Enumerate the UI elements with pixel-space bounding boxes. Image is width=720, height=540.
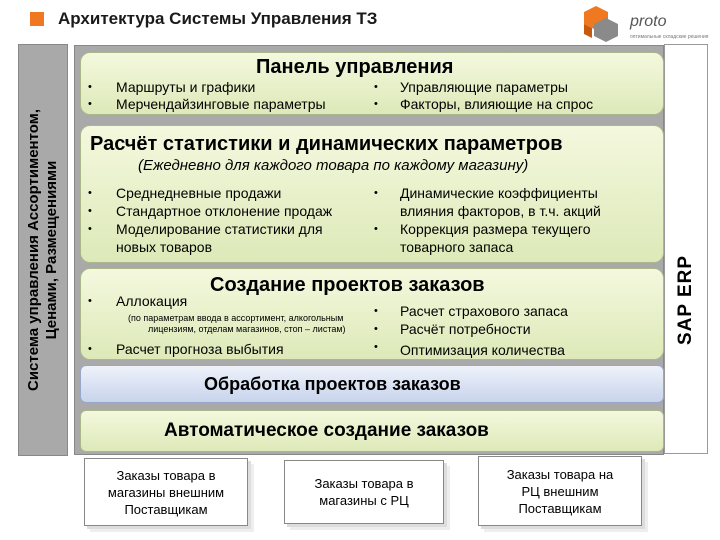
doc-line: РЦ внешним — [521, 483, 599, 499]
control-panel-title: Панель управления — [256, 56, 454, 78]
stats-left-item-1: Среднедневные продажи — [116, 185, 282, 201]
doc-line: магазины с РЦ — [319, 493, 409, 508]
doc-line: Поставщикам — [124, 501, 208, 517]
orders-right-item-2: Расчёт потребности — [400, 321, 531, 337]
bullet-icon: • — [374, 305, 378, 317]
sap-erp-label: SAP ERP — [675, 254, 696, 346]
bullet-icon: • — [88, 98, 92, 110]
stats-left-item-2: Стандартное отклонение продаж — [116, 203, 333, 219]
doc-dc-external-suppliers — [478, 456, 642, 526]
allocation-note-2: лицензиям, отделам магазинов, стоп – листам) — [148, 324, 346, 334]
order-projects-title: Создание проектов заказов — [210, 274, 485, 296]
page-title: Архитектура Системы Управления ТЗ — [58, 9, 378, 28]
processing-title: Обработка проектов заказов — [204, 374, 461, 394]
bullet-icon: • — [88, 295, 92, 307]
bullet-icon: • — [374, 187, 378, 199]
panel-left-item-2: Мерчендайзинговые параметры — [116, 96, 326, 112]
bullet-icon: • — [374, 323, 378, 335]
logo-icon — [578, 2, 710, 48]
title-bullet-square — [30, 12, 44, 26]
orders-right-item-1: Расчет страхового запаса — [400, 303, 568, 319]
bullet-icon: • — [374, 81, 378, 93]
statistics-subtitle: (Ежедневно для каждого товара по каждому магазину) — [138, 157, 529, 174]
doc-store-dc — [284, 460, 444, 524]
stats-right-item-1-cont: влияния факторов, в т.ч. акций — [400, 203, 601, 219]
left-system-label — [25, 50, 61, 450]
panel-left-item-1: Маршруты и графики — [116, 79, 256, 95]
bullet-icon: • — [88, 205, 92, 217]
panel-right-item-2: Факторы, влияющие на спрос — [400, 96, 594, 112]
logo-tagline: оптимальные складские решения — [630, 34, 709, 40]
company-logo — [578, 2, 710, 48]
panel-right-item-1: Управляющие параметры — [400, 79, 568, 95]
doc-line: Заказы товара в — [116, 467, 216, 483]
doc-line: Заказы товара на — [506, 466, 614, 482]
doc-line: Заказы товара в — [314, 476, 414, 491]
stats-left-item-3-cont: новых товаров — [116, 239, 213, 255]
bullet-icon: • — [374, 223, 378, 235]
doc-store-external-suppliers — [84, 458, 248, 526]
bullet-icon: • — [88, 81, 92, 93]
bullet-icon: • — [374, 341, 378, 353]
left-system-label-line2: Ценами, Размещениями — [43, 160, 60, 340]
allocation-note-1: (по параметрам ввода в ассортимент, алкогольным — [128, 313, 344, 323]
left-system-label-line1: Система управления Ассортиментом, — [25, 109, 42, 391]
forecast-item: Расчет прогноза выбытия — [116, 341, 284, 357]
bullet-icon: • — [374, 98, 378, 110]
bullet-icon: • — [88, 187, 92, 199]
bullet-icon: • — [88, 223, 92, 235]
doc-line: Поставщикам — [518, 500, 602, 516]
stats-right-item-2-cont: товарного запаса — [400, 239, 514, 255]
logo-wordmark: proto — [630, 13, 667, 30]
allocation-item: Аллокация — [116, 293, 188, 309]
stats-right-item-2: Коррекция размера текущего — [400, 221, 591, 237]
statistics-title: Расчёт статистики и динамических параметров — [90, 133, 563, 155]
stats-right-item-1: Динамические коэффициенты — [400, 185, 598, 201]
orders-right-item-3: Оптимизация количества — [400, 342, 565, 358]
auto-creation-title: Автоматическое создание заказов — [164, 420, 489, 441]
stats-left-item-3: Моделирование статистики для — [116, 221, 323, 237]
bullet-icon: • — [88, 343, 92, 355]
doc-line: магазины внешним — [107, 484, 225, 500]
